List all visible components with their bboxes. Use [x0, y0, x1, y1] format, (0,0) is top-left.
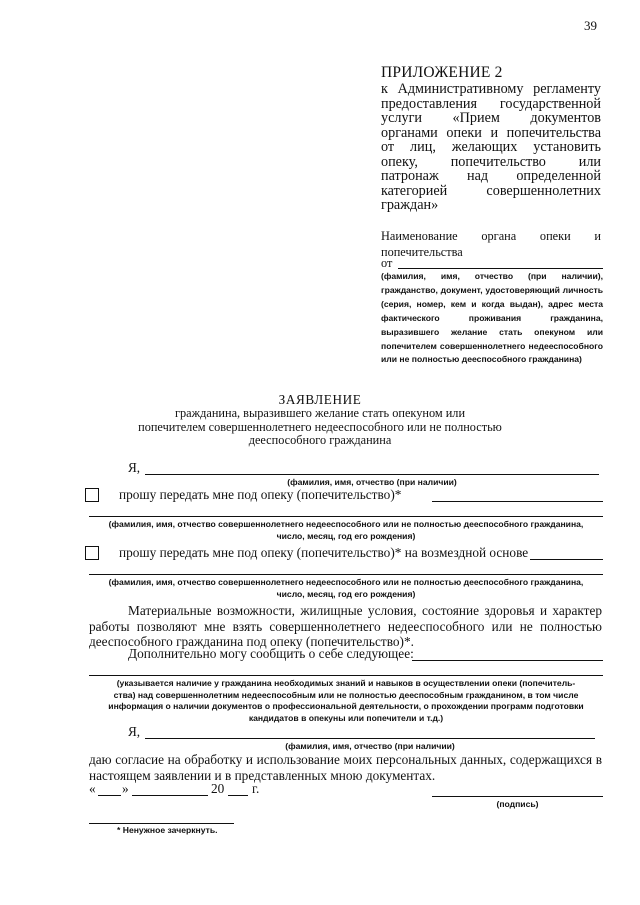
date-month-field[interactable]: [132, 795, 208, 796]
applicant-details-note: (фамилия, имя, отчество (при наличии), гражданство, документ, удостоверяющий личность (серия, номер, кем и когда выдан), адрес места фактического проживания гражданина, выразившего желание стать опекуном или попечителем совершеннолетнего недееспособного или не полностью дееспособного гражданина): [381, 271, 603, 365]
option-paid-guardianship-field[interactable]: [530, 559, 603, 560]
option-paid-guardianship-checkbox[interactable]: [85, 546, 99, 560]
ya-label: Я,: [128, 460, 141, 475]
statement-subtitle-line-3: дееспособного гражданина: [248, 433, 392, 447]
additional-info-field-2[interactable]: [89, 675, 603, 676]
ward-note-1: [84, 519, 608, 542]
footnote: * Ненужное зачеркнуть.: [117, 825, 218, 835]
ward-note-1-line-1: (фамилия, имя, отчество совершеннолетнего недееспособного или не полностью дееспособного гражданина,: [108, 519, 584, 529]
signature-field[interactable]: [432, 796, 603, 797]
option-paid-guardianship-label: прошу передать мне под опеку (попечительство)* на возмездной основе: [119, 545, 529, 560]
date-year-suffix: г.: [252, 781, 260, 796]
ward-note-2: [84, 577, 608, 600]
consent-name-note: (фамилия, имя, отчество (при наличии): [285, 741, 455, 751]
skills-note: [84, 678, 608, 724]
applicant-name-field[interactable]: [145, 474, 599, 475]
date-open-quote: «: [89, 781, 96, 796]
applicant-name-note: (фамилия, имя, отчество (при наличии): [287, 477, 457, 487]
material-conditions-paragraph: Материальные возможности, жилищные условия, состояние здоровья и характер работы позволяют мне взять совершеннолетнего недееспособного или не полностью дееспособного гражданина под опеку (попечительство)*.: [89, 603, 602, 649]
skills-note-line-1: (указывается наличие у гражданина необходимых знаний и навыков в осуществлении опеки (попечитель-: [116, 678, 576, 688]
date-century: 20: [211, 781, 225, 796]
date-close-quote: »: [122, 781, 129, 796]
option-guardianship-label: прошу передать мне под опеку (попечительство)*: [119, 487, 402, 502]
skills-note-line-2: ства) над совершеннолетним недееспособным или не полностью дееспособным гражданином, в том числе: [113, 689, 579, 700]
date-day-field[interactable]: [98, 795, 121, 796]
ward-note-2-line-2: число, месяц, год его рождения): [276, 588, 416, 599]
statement-subtitle-line-2: попечителем совершеннолетнего недееспособного или не полностью: [138, 419, 502, 434]
statement-subtitle: [0, 407, 640, 448]
appendix-title: ПРИЛОЖЕНИЕ 2: [381, 64, 503, 81]
statement-subtitle-line-1: гражданина, выразившего желание стать опекуном или: [174, 406, 466, 420]
ward-note-2-line-1: (фамилия, имя, отчество совершеннолетнего недееспособного или не полностью дееспособного гражданина,: [108, 577, 584, 587]
footnote-divider: [89, 823, 234, 824]
signature-note: (подпись): [496, 799, 539, 809]
applicant-details-field[interactable]: [398, 268, 603, 269]
ya-label-consent: Я,: [128, 724, 141, 739]
statement-title: ЗАЯВЛЕНИЕ: [278, 392, 362, 407]
option-guardianship-checkbox[interactable]: [85, 488, 99, 502]
ward-name-field-1[interactable]: [89, 516, 603, 517]
page-number: 39: [584, 18, 597, 33]
skills-note-line-4: кандидатов в опекуны или попечители и т.д.): [248, 712, 444, 723]
from-label: от: [381, 256, 393, 270]
additional-info-label: Дополнительно могу сообщить о себе следующее:: [128, 646, 414, 661]
appendix-reference: к Административному регламенту предоставления государственной услуги «Прием документов органами опеки и попечительства от лиц, желающих установить опеку, попечительство или патронаж над определенной категорией совершеннолетних граждан»: [381, 81, 601, 213]
date-year-field[interactable]: [228, 795, 248, 796]
consent-name-field[interactable]: [145, 738, 595, 739]
ward-name-field-2[interactable]: [89, 574, 603, 575]
consent-paragraph: даю согласие на обработку и использование моих персональных данных, содержащихся в настоящем заявлении и в представленных мною документах.: [89, 752, 602, 783]
ward-note-1-line-2: число, месяц, год его рождения): [276, 530, 416, 541]
option-guardianship-field[interactable]: [432, 501, 603, 502]
additional-info-field-1[interactable]: [412, 660, 603, 661]
guardianship-organ-name: Наименование органа опеки и попечительства: [381, 229, 601, 259]
skills-note-line-3: информация о наличии документов о профессиональной деятельности, о прохождении программ подготовки: [108, 701, 584, 711]
